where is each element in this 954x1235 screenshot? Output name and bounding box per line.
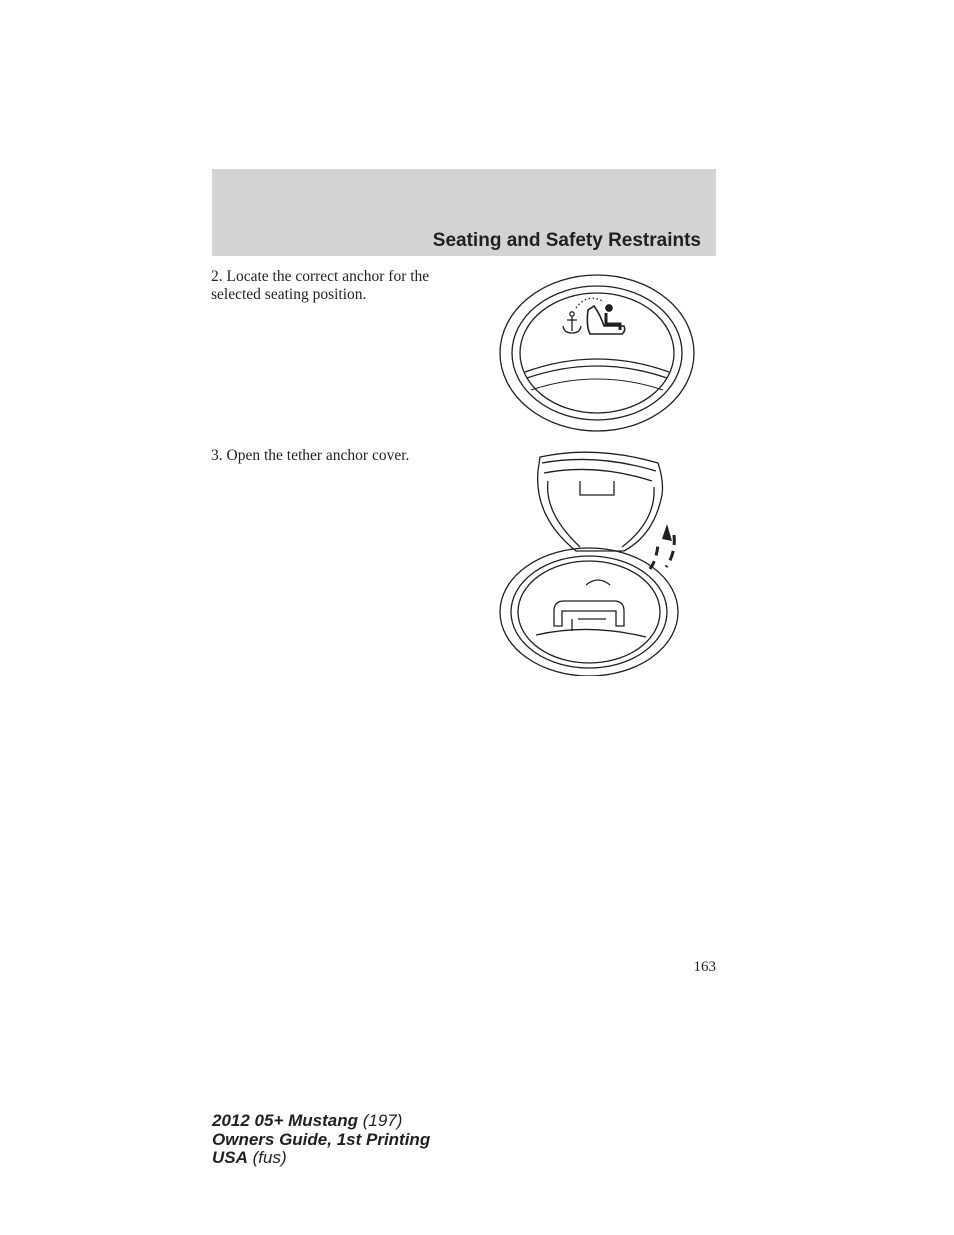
child-seat-anchor-icon (563, 298, 625, 334)
step-2-text: 2. Locate the correct anchor for the selected seating position. (211, 268, 430, 303)
section-title: Seating and Safety Restraints (432, 230, 701, 251)
document-footer (212, 1112, 430, 1168)
page-number: 163 (693, 959, 716, 975)
anchor-cover-illustration (496, 268, 698, 434)
step-3-text: 3. Open the tether anchor cover. (211, 447, 410, 464)
footer-model: 2012 05+ Mustang (212, 1111, 358, 1130)
footer-edition: Owners Guide, 1st Printing (212, 1129, 431, 1149)
footer-market: USA (212, 1148, 248, 1167)
open-cover-illustration (496, 451, 682, 676)
section-header (212, 169, 716, 256)
tether-anchor-bracket (536, 601, 646, 637)
footer-model-code: (197) (362, 1111, 403, 1130)
footer-market-code: (fus) (252, 1148, 287, 1167)
